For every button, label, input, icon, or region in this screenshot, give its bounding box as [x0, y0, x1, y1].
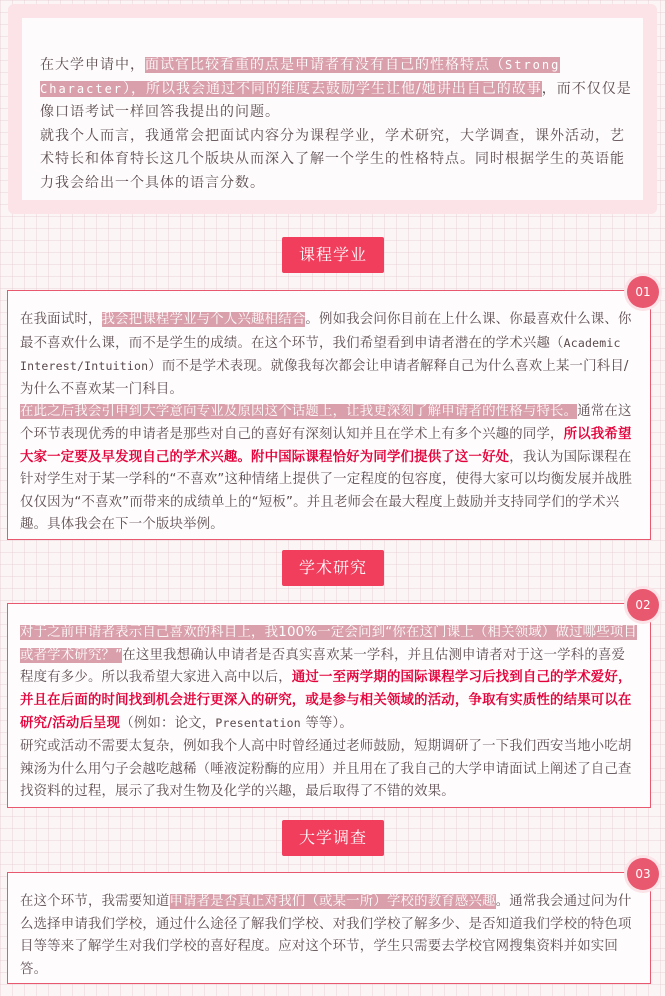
section-box-university-research — [7, 872, 651, 984]
research-text: 等等）。 — [300, 716, 353, 732]
section-box-research — [7, 603, 651, 808]
coursework-text: 。例如我会问你目前在上什么课、你最喜欢什么课、你最不喜欢什么课，而不是学生的成绩。在这个环节，我们希望看到申请者潜在的学术兴趣（ — [20, 312, 632, 351]
coursework-text: 通常在这个环节表现优秀的申请者是那些对自己的喜好有深刻认知并且在学术上有多个兴趣的同学， — [20, 404, 632, 442]
intro-frame — [8, 4, 657, 214]
intro-highlight-english: Strong Character — [40, 58, 561, 96]
intro-highlight-part1: 面试官比较看重的点是申请者有没有自己的性格特点（ — [145, 57, 505, 73]
coursework-paragraph-2 — [20, 401, 638, 537]
research-text: 在这里我想确认申请者是否真实喜欢某一学科，并且估测申请者对于这一学科的喜爱程度有多少。所以我希望大家进入高中以后， — [20, 647, 626, 686]
research-english-term: Presentation — [215, 716, 301, 731]
university-paragraph-1 — [20, 891, 638, 981]
section-number-badge: 01 — [627, 276, 659, 308]
intro-paragraph-1 — [40, 54, 635, 125]
intro-paragraph-2: 就我个人而言，我通常会把面试内容分为课程学业，学术研究，大学调查，课外活动，艺术特长和体育特长这几个版块从而深入了解一个学生的性格特点。同时根据学生的英语能力我会给出一个具体的语言分数。 — [40, 127, 625, 191]
coursework-text: 在我面试时， — [20, 312, 102, 327]
coursework-english-term: Academic Interest/Intuition — [20, 335, 621, 374]
coursework-highlight-2: 在此之后我会引申到大学意向专业及原因这个话题上，让我更深刻了解申请者的性格与特长。 — [20, 404, 578, 420]
section-number-badge: 03 — [627, 858, 659, 890]
research-highlight: 对于之前申请者表示自己喜欢的科目上，我100%一定会问到“你在这门课上（相关领域）做过哪些项目或者学术研究？” — [20, 625, 638, 663]
university-text: 。通常我会通过问为什么选择申请我们学校，通过什么途径了解我们学校、对我们学校了解多少、是否知道我们学校的特色项目等等来了解学生对我们学校的喜好程度。应对这个环节，学生只需要去学校官网搜集资料并如实回答。 — [20, 894, 632, 977]
research-text: （例如：论文， — [120, 716, 216, 732]
intro-highlight-part2: ），所以我会通过不同的维度去鼓励学生让他/她讲出自己的故事 — [123, 80, 542, 97]
coursework-emphasis: 所以我希望大家一定要及早发现自己的学术兴趣。附中国际课程恰好为同学们提供了这一好处 — [20, 426, 632, 465]
university-highlight: 申请者是否真正对我们（或某一所）学校的教育感兴趣 — [169, 894, 496, 909]
section-title-research: 学术研究 — [282, 550, 384, 586]
section-box-coursework — [7, 290, 651, 540]
section-number-badge: 02 — [627, 589, 659, 621]
intro-text-plain-end: ，而不仅仅是像口语考试一样回答我提出的问题。 — [40, 80, 632, 120]
research-paragraph-2: 研究或活动不需要太复杂，例如我个人高中时曾经通过老师鼓励，短期调研了一下我们西安当地小吃胡辣汤为什么用勺子会越吃越稀（唾液淀粉酶的应用）并且用在了我自己的大学申请面试上阐述了自己查找资料的过程，展示了我对生物及化学的兴趣，最后取得了不错的效果。 — [20, 738, 632, 800]
university-text: 在这个环节，我需要知道 — [20, 894, 170, 909]
intro-text — [22, 18, 643, 200]
research-emphasis: 通过一至两学期的国际课程学习后找到自己的学术爱好，并且在后面的时间找到机会进行更深入的研究，或是参与相关领域的活动，争取有实质性的结果可以在研究/活动后呈现 — [20, 670, 632, 732]
coursework-paragraph-1 — [20, 309, 638, 401]
coursework-highlight: 我会把课程学业与个人兴趣相结合 — [101, 312, 306, 327]
section-title-university-research: 大学调查 — [282, 820, 384, 856]
research-paragraph-1 — [20, 622, 638, 736]
coursework-text: ）而不是学术表现。就像我每次都会让申请者解释自己为什么喜欢上某一门科目/为什么不喜欢某一门科目。 — [20, 359, 629, 397]
section-title-coursework: 课程学业 — [282, 237, 384, 273]
coursework-text: ，我认为国际课程在针对学生对于某一学科的“不喜欢”这种情绪上提供了一定程度的包容度，使得大家可以均衡发展并战胜仅仅因为“不喜欢”而带来的成绩单上的“短板”。并且老师会在最大程度上鼓励并支持同学们的学术兴趣。具体我会在下一个版块举例。 — [20, 449, 633, 533]
intro-text-plain: 在大学申请中， — [40, 57, 145, 73]
